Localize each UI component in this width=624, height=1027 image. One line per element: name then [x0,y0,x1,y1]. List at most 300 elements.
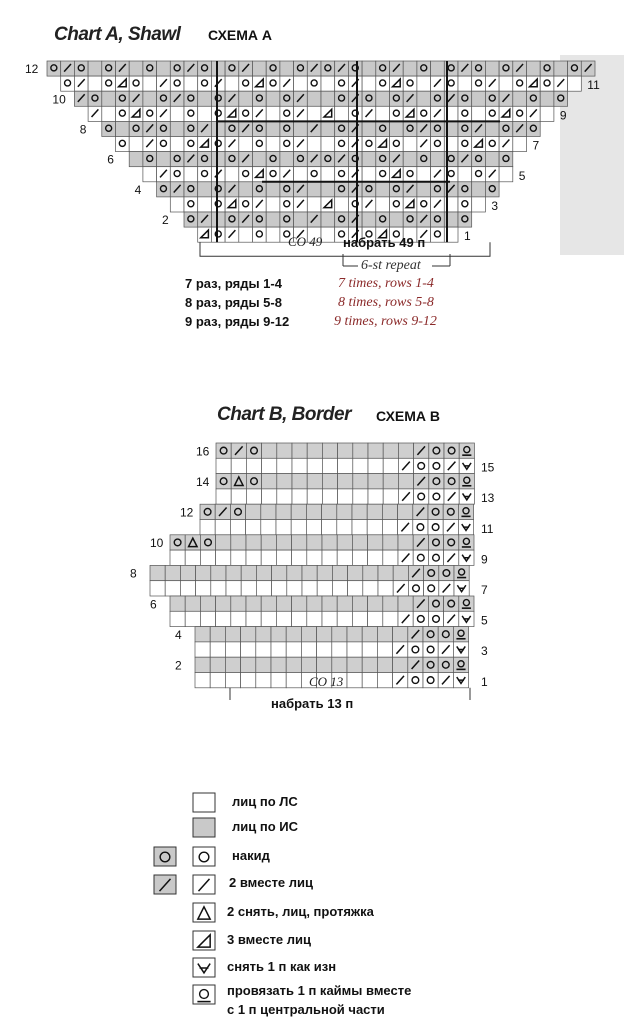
chart-b-cell [276,520,291,535]
chart-b-cell [362,657,377,672]
chart-b-cell [322,443,337,458]
chart-b-cell [332,581,347,596]
chart-a-cell [458,76,472,91]
chart-b-cell [216,443,231,458]
chart-b-cell [196,581,211,596]
chart-b-cell [246,504,261,519]
chart-b-cell [368,550,383,565]
chart-b-cell [292,550,307,565]
chart-a-cell [266,121,280,136]
chart-a-cell [225,167,239,182]
chart-a-cell [499,121,513,136]
chart-b-cell [246,550,261,565]
chart-b-cell [256,673,271,688]
chart-b-cell [292,535,307,550]
chart-a-cell [335,167,349,182]
chart-b-cell [337,520,352,535]
chart-b-cell [377,627,392,642]
chart-b-cell [317,642,332,657]
chart-a-cell [266,61,280,76]
chart-a-cell [143,91,157,106]
chart-b-row-number: 11 [481,521,494,536]
chart-a-cell [554,91,568,106]
chart-a-cell [540,106,554,121]
chart-b-cell [230,520,245,535]
chart-a-cell [362,212,376,227]
chart-b-cell [246,611,261,626]
chart-b-cell [276,596,291,611]
chart-b-cell [428,611,443,626]
chart-b-cell [307,535,322,550]
chart-a-cell [431,182,445,197]
chart-a-row-number: 2 [162,213,169,228]
chart-a-cell [280,61,294,76]
chart-b-cell [272,581,287,596]
chart-b-cell [348,565,363,580]
chart-a-cell [170,137,184,152]
chart-b-cell [256,642,271,657]
chart-a-cell [403,76,417,91]
chart-b-cell [292,474,307,489]
chart-a-cell [431,121,445,136]
chart-a-cell [472,61,486,76]
chart-b-cell [246,458,261,473]
chart-a-cell [485,61,499,76]
chart-a-cell [540,61,554,76]
chart-a-cell [239,227,253,242]
chart-b-cell [429,458,444,473]
chart-a-cell [266,91,280,106]
chart-a-cell [472,76,486,91]
chart-a-cell [143,61,157,76]
chart-a-cell [307,137,321,152]
chart-a-cell [568,61,582,76]
chart-b-cell [241,627,256,642]
chart-b-cell [338,474,353,489]
chart-a-cell [485,106,499,121]
repeat-en-1: 7 times, rows 1-4 [338,276,434,291]
chart-b-cell [307,458,322,473]
chart-b-cell [367,504,382,519]
chart-a-cell [184,137,198,152]
chart-b-cell [322,520,337,535]
repeat-en-3: 9 times, rows 9-12 [334,314,437,329]
chart-a-cell [184,212,198,227]
chart-a-cell [239,76,253,91]
chart-b-cell [185,550,200,565]
chart-a-cell [280,106,294,121]
chart-b-cell [216,611,231,626]
chart-b-cell [383,443,398,458]
chart-a-cell [184,106,198,121]
chart-a-co-label: CO 49 [288,234,323,249]
chart-b-cell [262,458,277,473]
chart-b-cell [165,565,180,580]
chart-a-cell [102,91,116,106]
chart-a-cell [307,106,321,121]
chart-b-cell [347,673,362,688]
chart-a-row-number: 7 [532,138,540,153]
chart-b-cell [246,596,261,611]
chart-a-cell [253,227,267,242]
chart-b-cell [377,642,392,657]
chart-a-cell [129,121,143,136]
chart-b-cell [352,520,367,535]
chart-b-cell [383,458,398,473]
chart-a-cell [307,91,321,106]
chart-b-cell [338,458,353,473]
chart-a-cell [431,152,445,167]
chart-b-cell [423,627,438,642]
legend-label-knit-ws: лиц по ИС [232,819,298,834]
chart-b-cell [444,535,459,550]
chart-a-cell [362,137,376,152]
chart-a-cell [88,91,102,106]
chart-a-cell [74,61,88,76]
chart-b-row-number: 10 [150,536,164,551]
chart-a-cell [321,91,335,106]
chart-b-cell [271,673,286,688]
chart-b-cell [200,611,215,626]
chart-b-cell [368,611,383,626]
chart-b-co-ru: набрать 13 п [271,696,354,711]
chart-a-cell [499,61,513,76]
chart-a-cell [198,167,212,182]
chart-a-cell [390,182,404,197]
chart-b-cell [261,550,276,565]
chart-b-cell [408,673,423,688]
chart-b-cell [292,458,307,473]
chart-a-title: Chart A, Shawl [54,24,181,45]
chart-a-cell [225,212,239,227]
chart-a-cell [348,61,362,76]
chart-a-cell [225,61,239,76]
chart-a-cell [472,167,486,182]
legend-label-join-1: провязать 1 п каймы вместе [227,983,412,998]
chart-b-cell [317,657,332,672]
chart-b-cell [195,627,210,642]
repeat-ru-2: 8 раз, ряды 5-8 [185,295,282,310]
chart-a-cell [321,61,335,76]
chart-b-cell [413,550,428,565]
chart-a-cell [321,182,335,197]
chart-a-cell [417,91,431,106]
chart-b-cell [347,657,362,672]
chart-b-cell [377,673,392,688]
chart-a-cell [458,106,472,121]
chart-b-cell [262,489,277,504]
chart-a-cell [211,121,225,136]
chart-b-cell [352,550,367,565]
chart-b-cell [185,596,200,611]
legend-label-join-2: с 1 п центральной части [227,1002,385,1017]
chart-a-cell [417,167,431,182]
chart-a-cell [198,91,212,106]
chart-b-cell [322,550,337,565]
chart-b-cell [363,581,378,596]
chart-a-cell [417,106,431,121]
chart-b-cell [301,642,316,657]
chart-a-cell [102,106,116,121]
legend-label-s2kp: 2 снять, лиц, протяжка [227,904,374,919]
chart-b-cell [338,489,353,504]
chart-b-cell [170,596,185,611]
chart-a-cell [170,121,184,136]
chart-a-cell [211,61,225,76]
chart-b-cell [429,489,444,504]
chart-a-cell [280,152,294,167]
chart-a-cell [280,197,294,212]
chart-b-cell [306,504,321,519]
legend-label-k3tog: 3 вместе лиц [227,932,312,947]
chart-b-cell [256,565,271,580]
chart-b-cell [337,596,352,611]
chart-b-cell [216,474,231,489]
chart-a-cell [294,121,308,136]
chart-a-cell [513,76,527,91]
chart-a-cell [485,137,499,152]
chart-b-cell [382,520,397,535]
chart-b-cell [200,520,215,535]
chart-a-cell [417,197,431,212]
chart-a-cell [458,121,472,136]
chart-a-cell [307,197,321,212]
chart-b-cell [424,565,439,580]
chart-b-cell [363,565,378,580]
chart-a-row-number: 11 [587,78,600,93]
chart-a-cell [184,167,198,182]
chart-a-cell [390,121,404,136]
chart-b-cell [347,642,362,657]
chart-a-cell [321,76,335,91]
chart-b-cell [459,535,474,550]
chart-a-cell [362,61,376,76]
chart-a-row-number: 10 [52,92,66,107]
chart-b-cell [292,489,307,504]
chart-b-cell [216,596,231,611]
chart-a-cell [280,212,294,227]
chart-a-cell [157,121,171,136]
chart-b-row-number: 13 [481,491,495,506]
chart-b-cell [378,581,393,596]
chart-b-cell [368,443,383,458]
chart-a-cell [527,61,541,76]
chart-b-cell [383,474,398,489]
chart-a-cell [458,212,472,227]
chart-b-cell [307,474,322,489]
chart-a-cell [485,152,499,167]
chart-b-cell [408,581,423,596]
chart-b-cell [438,627,453,642]
chart-a-cell [472,106,486,121]
chart-a-cell [431,212,445,227]
chart-a-cell [198,197,212,212]
chart-b-cell [453,657,468,672]
chart-b-cell [368,596,383,611]
chart-a-grid [0,0,624,270]
chart-b-cell [383,489,398,504]
chart-a-row-number: 12 [25,62,39,77]
chart-b-cell [454,565,469,580]
chart-a-cell [376,106,390,121]
chart-b-cell [368,535,383,550]
chart-a-cell [294,76,308,91]
chart-a-cell [225,76,239,91]
chart-b-cell [393,627,408,642]
chart-a-cell [157,137,171,152]
chart-a-cell [157,182,171,197]
chart-b-cell [332,642,347,657]
chart-b-cell [276,550,291,565]
chart-b-cell [439,565,454,580]
chart-b-cell [383,550,398,565]
chart-b-cell [428,596,443,611]
chart-b-cell [322,474,337,489]
chart-b-cell [414,458,429,473]
chart-b-cell [362,627,377,642]
chart-b-cell [287,565,302,580]
chart-a-cell [513,91,527,106]
chart-a-cell [417,76,431,91]
chart-a-cell [129,76,143,91]
chart-b-cell [210,673,225,688]
chart-a-cell [211,197,225,212]
chart-b-row-number: 8 [130,566,137,581]
chart-a-cell [348,197,362,212]
chart-a-row-number: 3 [491,199,499,213]
chart-b-cell [377,657,392,672]
chart-a-cell [225,121,239,136]
chart-a-cell [362,76,376,91]
chart-a-cell [239,106,253,121]
chart-b-cell [393,565,408,580]
chart-a-cell [348,152,362,167]
chart-b-cell [423,673,438,688]
chart-a-cell [513,137,527,152]
chart-b-cell [348,581,363,596]
chart-a-cell [458,197,472,212]
chart-b-grid [0,430,624,700]
chart-b-cell [231,489,246,504]
chart-b-cell [256,581,271,596]
chart-b-cell [352,535,367,550]
legend-symbol-box [193,793,215,812]
chart-a-cell [116,121,130,136]
chart-b-cell [353,443,368,458]
chart-a-cell [253,152,267,167]
chart-b-title-ru: СХЕМА В [376,408,441,424]
chart-a-cell [376,61,390,76]
chart-b-cell [246,474,261,489]
repeat-en-2: 8 times, rows 5-8 [338,295,434,310]
chart-a-cell [554,61,568,76]
chart-b-cell [286,657,301,672]
chart-b-cell [256,657,271,672]
chart-b-cell [150,581,165,596]
chart-b-cell [414,489,429,504]
chart-a-cell [266,137,280,152]
chart-b-cell [332,565,347,580]
chart-a-cell [307,76,321,91]
chart-b-cell [398,535,413,550]
chart-b-cell [302,581,317,596]
chart-a-cell [335,137,349,152]
chart-a-cell [266,212,280,227]
chart-b-cell [307,596,322,611]
chart-b-cell [170,611,185,626]
chart-b-cell [353,474,368,489]
repeat-ru-3: 9 раз, ряды 9-12 [185,314,290,329]
chart-a-cell [253,137,267,152]
chart-b-cell [424,581,439,596]
chart-a-cell [390,137,404,152]
chart-b-cell [271,627,286,642]
chart-b-cell [428,504,443,519]
chart-a-cell [431,137,445,152]
legend-label-slip: снять 1 п как изн [227,959,337,974]
chart-b-cell [150,565,165,580]
chart-b-cell [423,657,438,672]
legend-label-yo: накид [232,848,270,863]
chart-b-cell [383,535,398,550]
chart-a-cell [239,137,253,152]
chart-a-cell [499,167,513,182]
chart-a-cell [184,76,198,91]
chart-b-cell [322,458,337,473]
chart-b-cell [378,565,393,580]
chart-a-cell [184,121,198,136]
legend-symbols [140,785,230,1020]
chart-a-cell [362,182,376,197]
legend-symbol-box [193,847,215,866]
chart-a-cell [417,152,431,167]
chart-a-cell [403,212,417,227]
chart-a-cell [239,182,253,197]
chart-b-cell [362,642,377,657]
chart-a-cell [116,91,130,106]
chart-b-cell [287,581,302,596]
chart-a-cell [143,106,157,121]
chart-b-cell [332,657,347,672]
chart-b-cell [271,657,286,672]
chart-a-cell [431,61,445,76]
chart-a-cell [280,182,294,197]
chart-b-cell [231,458,246,473]
chart-b-cell [292,611,307,626]
chart-a-cell [184,182,198,197]
chart-b-cell [393,657,408,672]
chart-b-cell [200,550,215,565]
chart-b-cell [196,565,211,580]
chart-b-cell [225,642,240,657]
chart-b-cell [211,581,226,596]
chart-b-cell [383,611,398,626]
chart-b-cell [180,581,195,596]
chart-b-cell [200,535,215,550]
chart-a-cell [527,121,541,136]
chart-b-cell [277,489,292,504]
chart-a-cell [102,76,116,91]
chart-a-cell [403,152,417,167]
chart-b-cell [307,611,322,626]
chart-b-cell [383,596,398,611]
chart-a-cell [198,106,212,121]
chart-b-cell [231,596,246,611]
chart-b-cell [352,611,367,626]
chart-b-row-number: 2 [175,658,182,673]
chart-a-cell [348,106,362,121]
chart-a-cell [266,227,280,242]
